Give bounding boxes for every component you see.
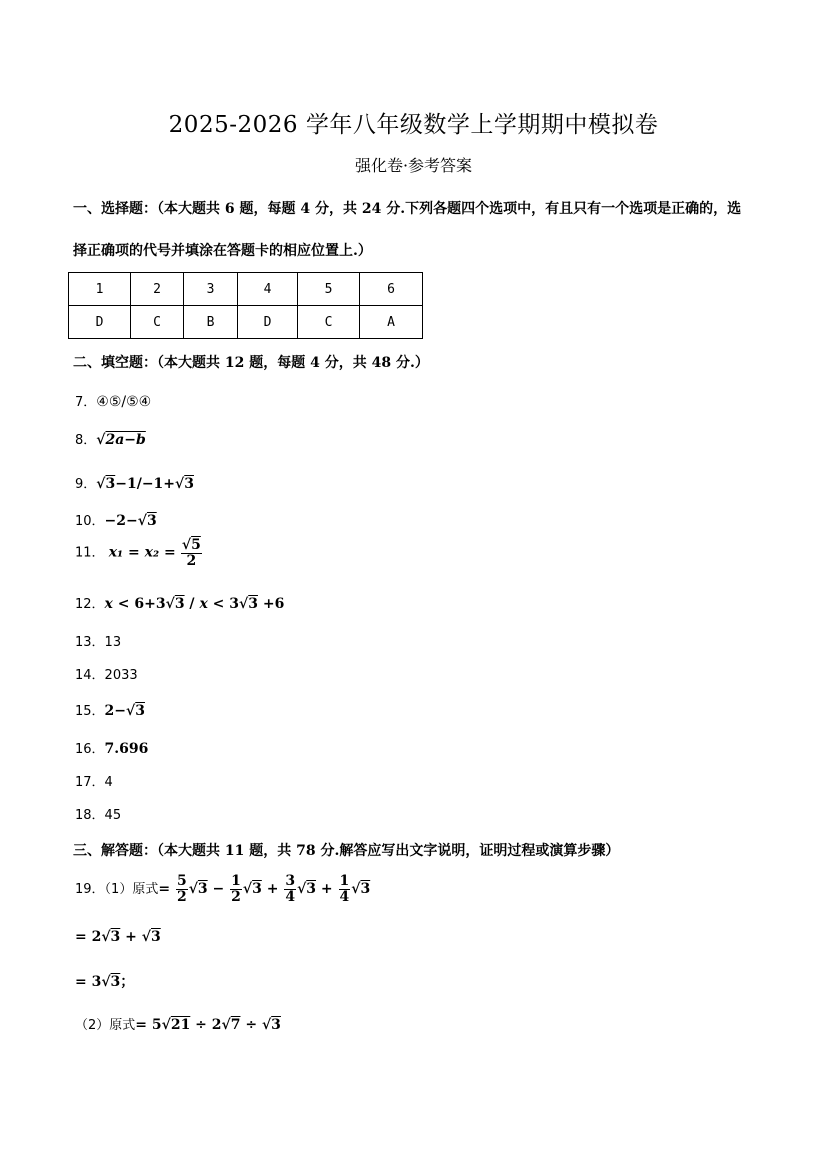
question-19-part1 bbox=[75, 874, 370, 904]
table-cell: 2 bbox=[131, 273, 184, 306]
question-9 bbox=[75, 473, 194, 492]
answer: 45 bbox=[104, 808, 122, 823]
equation-lhs: x₁ = x₂ = bbox=[108, 544, 176, 561]
section-heading-solve: 三、解答题：（本大题共 11 题，共 78 分.解答应写出文字说明，证明过程或演算步骤） bbox=[73, 843, 620, 859]
expression: = 2√3 + √3 bbox=[75, 929, 161, 945]
question-19-result bbox=[75, 971, 134, 991]
question-19-part2 bbox=[75, 1014, 281, 1033]
table-cell: B bbox=[184, 306, 238, 339]
question-18 bbox=[75, 804, 121, 823]
table-cell: 4 bbox=[238, 273, 298, 306]
answer-table-answers-row bbox=[69, 306, 423, 339]
question-15 bbox=[75, 700, 145, 719]
question-number: 14． bbox=[75, 668, 105, 683]
table-cell: 6 bbox=[360, 273, 423, 306]
expression: = 3√3； bbox=[75, 974, 135, 990]
table-cell: C bbox=[131, 306, 184, 339]
answer: 13 bbox=[104, 635, 122, 650]
part-label: （1）原式 bbox=[104, 882, 159, 898]
expression: = 5√21 ÷ 2√7 ÷ √3 bbox=[135, 1017, 281, 1033]
answer: 2033 bbox=[104, 668, 138, 683]
table-cell: 3 bbox=[184, 273, 238, 306]
question-17 bbox=[75, 771, 113, 790]
question-11 bbox=[75, 538, 203, 568]
question-number: 10． bbox=[75, 514, 105, 529]
answer: ④⑤/⑤④ bbox=[96, 394, 152, 410]
question-number: 13． bbox=[75, 635, 105, 650]
answer: 2−√3 bbox=[104, 703, 145, 719]
table-cell: D bbox=[238, 306, 298, 339]
section-heading-fill: 二、填空题：（本大题共 12 题，每题 4 分，共 48 分.） bbox=[73, 355, 429, 371]
fraction: $\frac{√5}{2}$ bbox=[181, 537, 201, 569]
section-heading-choice: 一、选择题：（本大题共 6 题，每题 4 分，共 24 分.下列各题四个选项中，有且只有一个选项是正确的，选 bbox=[73, 201, 742, 217]
answer: √2a−b bbox=[96, 432, 146, 448]
page-title: 2025-2026 学年八年级数学上学期期中模拟卷 bbox=[168, 112, 659, 138]
question-number: 17． bbox=[75, 775, 105, 790]
question-19-step bbox=[75, 929, 161, 945]
table-cell: 1 bbox=[69, 273, 131, 306]
question-number: 11． bbox=[75, 545, 105, 561]
answer: 4 bbox=[104, 775, 113, 790]
question-number: 12． bbox=[75, 597, 105, 612]
question-number: 8． bbox=[75, 433, 97, 448]
answer-table bbox=[68, 272, 423, 339]
table-cell: D bbox=[69, 306, 131, 339]
answer-table-numbers-row bbox=[69, 273, 423, 306]
question-7 bbox=[75, 391, 151, 410]
part-label: （2）原式 bbox=[75, 1018, 136, 1033]
radicand: 2a−b bbox=[105, 432, 146, 448]
question-number: 18． bbox=[75, 808, 105, 823]
table-cell: A bbox=[360, 306, 423, 339]
answer: −2−√3 bbox=[104, 513, 157, 529]
question-13 bbox=[75, 631, 121, 650]
question-14 bbox=[75, 664, 138, 683]
question-8 bbox=[75, 429, 146, 448]
question-10 bbox=[75, 510, 157, 529]
question-number: 19． bbox=[75, 882, 105, 898]
question-number: 16． bbox=[75, 742, 105, 757]
page-subtitle: 强化卷·参考答案 bbox=[354, 156, 473, 175]
answer: x < 6+3√3 / x < 3√3 +6 bbox=[104, 596, 285, 612]
answer: 7.696 bbox=[104, 741, 149, 757]
question-number: 15． bbox=[75, 704, 105, 719]
table-cell: 5 bbox=[298, 273, 360, 306]
question-16 bbox=[75, 738, 148, 757]
answer: √3−1/−1+√3 bbox=[96, 476, 194, 492]
expression: = $\frac{5}{2}$ √3 − $\frac{1}{2}$ √3 + $\frac{3}{4}$ √3 + $\frac{1}{4}$ √3 bbox=[158, 873, 371, 905]
question-number: 9． bbox=[75, 477, 97, 492]
table-cell: C bbox=[298, 306, 360, 339]
question-12 bbox=[75, 593, 284, 612]
question-number: 7． bbox=[75, 395, 97, 410]
section-heading-choice-cont: 择正确项的代号并填涂在答题卡的相应位置上.） bbox=[73, 243, 372, 259]
